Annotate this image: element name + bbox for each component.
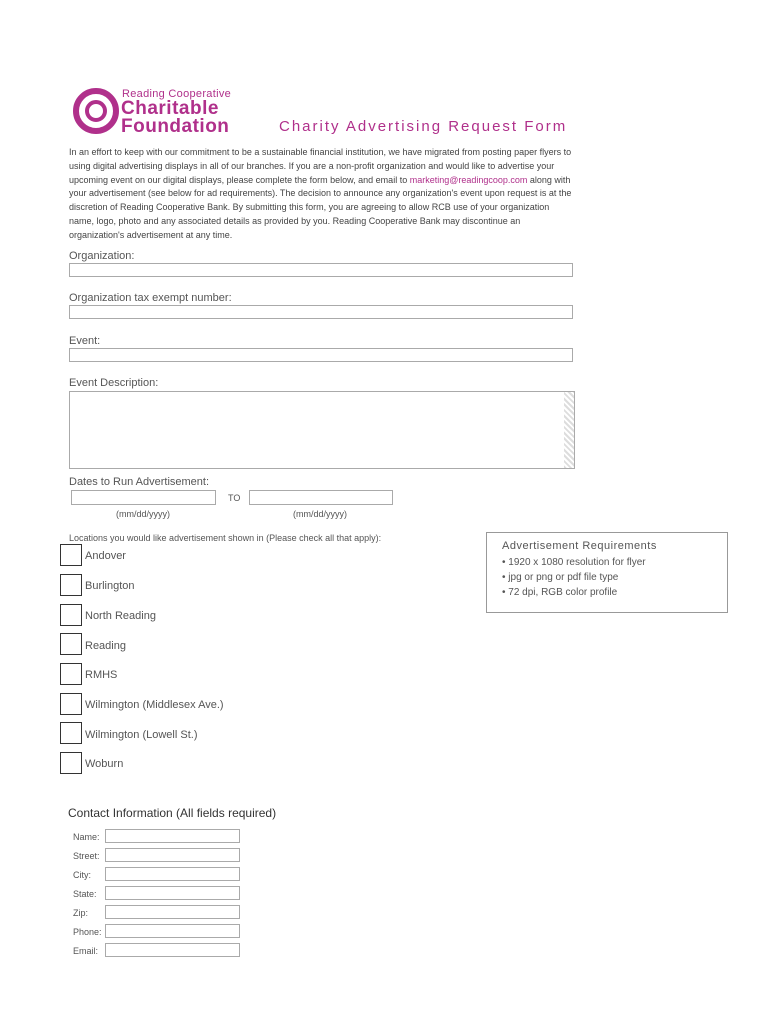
requirement-item: • jpg or png or pdf file type — [502, 572, 619, 583]
contact-state-label: State: — [73, 889, 97, 899]
contact-phone-input[interactable] — [105, 924, 240, 938]
requirement-item: • 72 dpi, RGB color profile — [502, 587, 618, 598]
requirement-item: • 1920 x 1080 resolution for flyer — [502, 557, 646, 568]
checkbox-reading[interactable] — [60, 633, 82, 655]
location-label-woburn: Woburn — [85, 758, 124, 770]
location-label-rmhs: RMHS — [85, 669, 118, 681]
contact-title: Contact Information (All fields required) — [68, 806, 277, 820]
textarea-scrollbar[interactable] — [564, 392, 574, 468]
event-description-textarea[interactable] — [69, 391, 575, 469]
location-label-andover: Andover — [85, 550, 126, 562]
locations-prompt: Locations you would like advertisement shown in (Please check all that apply): — [69, 533, 382, 543]
to-label: TO — [228, 493, 241, 503]
contact-street-label: Street: — [73, 851, 100, 861]
contact-city-input[interactable] — [105, 867, 240, 881]
organization-input[interactable] — [69, 263, 573, 277]
location-label-reading: Reading — [85, 640, 126, 652]
end-date-input[interactable] — [249, 490, 393, 505]
event-input[interactable] — [69, 348, 573, 362]
logo-text-top: Reading Cooperative — [122, 88, 232, 100]
intro-text-1: In an effort to keep with our commitment to be a sustainable financial institution, we have migrated from posting paper flyers to using digital advertising displays in all of our branches. If you are a non-profit organization and would like to advertise your upcoming event on our digital displays, please complete the form below, and email to — [69, 147, 572, 185]
checkbox-wilmington-lowell[interactable] — [60, 722, 82, 744]
event-description-label: Event Description: — [69, 377, 159, 389]
email-link[interactable]: marketing@readingcoop.com — [409, 174, 528, 185]
location-label-burlington: Burlington — [85, 580, 135, 592]
end-date-format: (mm/dd/yyyy) — [293, 509, 347, 519]
dates-label: Dates to Run Advertisement: — [69, 476, 210, 488]
contact-street-input[interactable] — [105, 848, 240, 862]
event-label: Event: — [69, 335, 101, 347]
start-date-format: (mm/dd/yyyy) — [116, 509, 170, 519]
contact-state-input[interactable] — [105, 886, 240, 900]
page-title: Charity Advertising Request Form — [279, 118, 568, 135]
contact-name-label: Name: — [73, 832, 100, 842]
contact-email-input[interactable] — [105, 943, 240, 957]
tax-exempt-label: Organization tax exempt number: — [69, 292, 232, 304]
checkbox-andover[interactable] — [60, 544, 82, 566]
logo-text-foundation: Foundation — [121, 116, 230, 137]
location-label-wilmington-middlesex: Wilmington (Middlesex Ave.) — [85, 699, 224, 711]
contact-email-label: Email: — [73, 946, 99, 956]
checkbox-woburn[interactable] — [60, 752, 82, 774]
contact-phone-label: Phone: — [73, 927, 102, 937]
checkbox-rmhs[interactable] — [60, 663, 82, 685]
contact-zip-input[interactable] — [105, 905, 240, 919]
organization-label: Organization: — [69, 250, 135, 262]
intro-paragraph — [69, 146, 575, 243]
logo-text-charitable: Charitable — [121, 98, 219, 119]
logo-inner-circle-icon — [85, 100, 107, 122]
intro-text-2: along with your advertisement (see below for ad requirements). The decision to announce any organization's event upon request is at the discretion of Reading Cooperative Bank. By submitting this form, you are agreeing to allow RCB use of your organization name, logo, photo and any associated details as provided by you. Reading Cooperative Bank may discontinue an organization's advertisement at any time. — [69, 174, 572, 240]
checkbox-north-reading[interactable] — [60, 604, 82, 626]
contact-name-input[interactable] — [105, 829, 240, 843]
tax-exempt-input[interactable] — [69, 305, 573, 319]
contact-zip-label: Zip: — [73, 908, 89, 918]
location-label-north-reading: North Reading — [85, 610, 156, 622]
start-date-input[interactable] — [71, 490, 216, 505]
checkbox-burlington[interactable] — [60, 574, 82, 596]
contact-city-label: City: — [73, 870, 91, 880]
requirements-title: Advertisement Requirements — [502, 540, 657, 552]
checkbox-wilmington-middlesex[interactable] — [60, 693, 82, 715]
location-label-wilmington-lowell: Wilmington (Lowell St.) — [85, 729, 198, 741]
